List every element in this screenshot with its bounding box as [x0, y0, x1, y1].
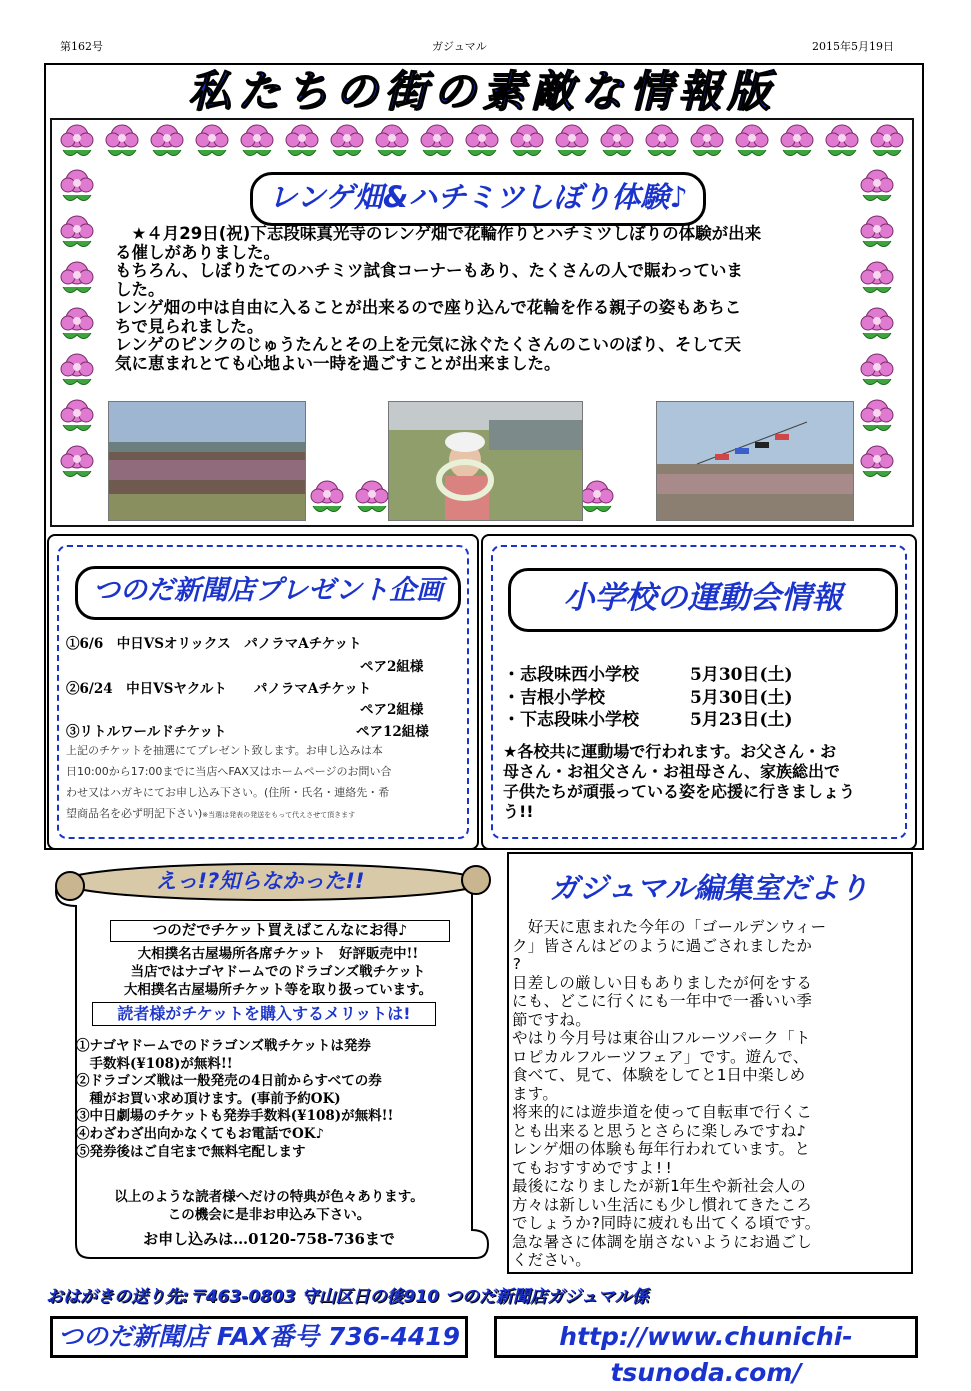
sports-day-note	[503, 742, 903, 822]
flower-icon	[855, 211, 899, 255]
fax-number: つのだ新聞店 FAX番号 736-4419	[50, 1316, 468, 1358]
scroll-banner: えっ!?知らなかった!!	[155, 869, 365, 893]
flower-icon	[550, 120, 594, 164]
editor-line: 急な暑さに体調を崩さないようにお過ごし	[512, 1232, 813, 1251]
flower-icon	[820, 120, 864, 164]
deal-intro-line: 当店ではナゴヤドームでのドラゴンズ戦チケット	[130, 964, 426, 980]
sports-day-note-line: ★各校共に運動場で行われます。お父さん・お	[503, 742, 837, 761]
present-item-1: ①6/6 中日VSオリックス パノラマAチケット	[66, 636, 362, 652]
present-item-2: ②6/24 中日VSヤクルト パノラマAチケット	[66, 681, 372, 697]
website-link[interactable]: http://www.chunichi-tsunoda.com/	[494, 1316, 918, 1358]
school-date: 5月30日(土)	[690, 688, 793, 708]
flower-icon	[145, 120, 189, 164]
present-item-3: ③リトルワールドチケット	[66, 724, 227, 740]
present-note-line: 日10:00から17:00までに当店へFAX又はホームページのお問い合	[66, 765, 392, 778]
present-title: つのだ新聞店プレゼント企画	[75, 566, 461, 620]
main-title: 私たちの街の素敵な情報版	[188, 67, 776, 117]
closing-line: この機会に是非お申込み下さい。	[167, 1207, 371, 1223]
flower-icon	[640, 120, 684, 164]
editor-line: 最後になりましたが新1年生や新社会人の	[512, 1177, 807, 1195]
section1-line: ちで見られました。	[115, 316, 264, 336]
present-item-2-pairs: ペア2組様	[360, 702, 424, 718]
flower-icon	[855, 441, 899, 485]
merit-item: 手数料(¥108)が無料!!	[76, 1055, 233, 1072]
flower-icon	[370, 120, 414, 164]
flower-icon	[855, 349, 899, 393]
editor-line: とも出来ると思うとさらに楽しみですね♪	[512, 1121, 807, 1140]
present-note-small: ※当選は発表の発送をもって代えさせて頂きます	[202, 811, 356, 819]
flower-icon	[685, 120, 729, 164]
section1-line: もちろん、しぼりたてのハチミツ試食コーナーもあり、たくさんの人で賑わっていま	[115, 261, 743, 280]
editor-line: 日差しの厳しい日もありましたが何をする	[512, 973, 813, 992]
flower-icon	[55, 441, 99, 485]
present-note-last	[66, 803, 466, 826]
flower-icon	[100, 120, 144, 164]
merit-title: 読者様がチケットを購入するメリットは!	[92, 1002, 436, 1026]
editor-line: ロピカルフルーツフェア」です。遊んで、	[512, 1047, 809, 1066]
paper-name: ガジュマル	[432, 40, 487, 53]
editor-line: てもおすすめですよ!!	[512, 1158, 674, 1177]
flower-icon	[855, 395, 899, 439]
school-name: ・下志段味小学校	[503, 710, 639, 730]
deal-intro-line: 大相撲名古屋場所チケット等を取り扱っています。	[123, 982, 433, 998]
editor-line: 食べて、見て、体験をしてと1日中楽しめ	[512, 1066, 806, 1084]
deal-intro-line: 大相撲名古屋場所各席チケット 好評販売中!!	[137, 946, 419, 962]
closing-text	[74, 1188, 464, 1224]
section1-line: レンゲ畑の中は自由に入ることが出来るので座り込んで花輪を作る親子の姿もあちこ	[115, 298, 742, 317]
editor-line: にも、どこに行くにも一年中で一番いい季	[512, 992, 813, 1010]
editor-body	[512, 918, 904, 1270]
flower-icon	[55, 303, 99, 347]
flower-icon	[55, 120, 99, 164]
contact-phone: お申し込みは…0120-758-736まで	[143, 1230, 395, 1248]
flower-icon	[595, 120, 639, 164]
flower-icon	[55, 211, 99, 255]
flower-icon	[855, 303, 899, 347]
flower-icon	[865, 120, 909, 164]
present-item-1-pairs: ペア2組様	[360, 659, 424, 675]
present-note-line: 上記のチケットを抽選にてプレゼント致します。お申し込みは本	[66, 744, 383, 757]
flower-icon	[55, 395, 99, 439]
present-note	[66, 740, 466, 826]
merit-item: ①ナゴヤドームでのドラゴンズ戦チケットは発券	[76, 1038, 371, 1054]
editor-line: ます。	[512, 1084, 559, 1103]
flower-icon	[55, 165, 99, 209]
photo-koinobori	[656, 401, 854, 521]
sports-day-note-line: 母さん・お祖父さん・お祖母さん、家族総出で	[503, 762, 840, 781]
flower-icon	[325, 120, 369, 164]
flower-icon	[235, 120, 279, 164]
merit-item: 種がお買い求め頂けます。(事前予約OK)	[76, 1090, 341, 1107]
flower-icon	[730, 120, 774, 164]
flower-icon	[775, 120, 819, 164]
present-item-3-pairs: ペア12組様	[356, 724, 429, 740]
issue-number: 第162号	[60, 40, 103, 53]
editor-line: ?	[512, 955, 522, 973]
flower-icon	[190, 120, 234, 164]
mail-address: おはがきの送り先:〒463-0803 守山区日の後910 つのだ新聞店ガジュマル係	[46, 1287, 649, 1307]
flower-icon	[855, 165, 899, 209]
deal-intro	[84, 945, 472, 999]
section1-line: ★４月29日(祝)下志段味真光寺のレンゲ畑で花輪作りとハチミツしぼりの体験が出来	[115, 224, 762, 243]
deal-box-title: つのだでチケット買えばこんなにお得♪	[110, 920, 450, 942]
issue-date: 2015年5月19日	[812, 40, 894, 53]
flower-icon	[55, 349, 99, 393]
flower-icon	[415, 120, 459, 164]
flower-icon	[460, 120, 504, 164]
editor-line: ク」皆さんはどのように過ごされましたか	[512, 936, 813, 955]
merit-item: ⑤発券後はご自宅まで無料宅配します	[76, 1143, 306, 1160]
present-note-line: 望商品名を必ず明記下さい)	[66, 807, 203, 820]
school-name: ・吉根小学校	[503, 688, 605, 708]
flower-icon	[280, 120, 324, 164]
section1-body	[115, 225, 845, 373]
section1-line: る催しがありました。	[115, 242, 280, 262]
school-date: 5月30日(土)	[690, 665, 793, 685]
editor-line: 好天に恵まれた今年の「ゴールデンウィー	[512, 918, 827, 936]
photo-child-flower-wreath	[388, 401, 583, 521]
flower-icon	[505, 120, 549, 164]
merit-item: ②ドラゴンズ戦は一般発売の4日前からすべての券	[76, 1073, 382, 1090]
sports-day-note-line: 子供たちが頑張っている姿を応援に行きましょう	[503, 782, 856, 801]
photo-renge-field	[108, 401, 306, 521]
editor-line: 方々は新しい生活にも少し慣れてきたころ	[512, 1195, 813, 1214]
editor-line: 節ですね。	[512, 1010, 592, 1029]
section1-line: 気に恵まれとても心地よい一時を過ごすことが出来ました。	[115, 353, 561, 373]
merit-list	[76, 1038, 476, 1161]
flower-icon	[305, 476, 349, 520]
school-name: ・志段味西小学校	[503, 665, 639, 685]
present-note-line: わせ又はハガキにてお申し込み下さい。(住所・氏名・連絡先・希	[66, 786, 390, 799]
merit-item: ④わざわざ出向かなくてもお電話でOK♪	[76, 1125, 325, 1142]
sports-day-title: 小学校の運動会情報	[508, 568, 898, 632]
school-date: 5月23日(土)	[690, 710, 793, 730]
section1-title: レンゲ畑&ハチミツしぼり体験♪	[250, 172, 706, 226]
section1-line: した。	[115, 279, 165, 299]
editor-line: やはり今月号は東谷山フルーツパーク「ト	[512, 1029, 811, 1047]
closing-line: 以上のような読者様へだけの特典が色々あります。	[114, 1189, 424, 1205]
merit-item: ③中日劇場のチケットも発券手数料(¥108)が無料!!	[76, 1108, 394, 1125]
flower-icon	[55, 257, 99, 301]
sports-day-note-line: う!!	[503, 802, 534, 821]
editor-line: でしょうか?同時に疲れも出てくる頃です。	[512, 1214, 821, 1232]
flower-icon	[855, 257, 899, 301]
editor-line: 将来的には遊歩道を使って自転車で行くこ	[512, 1103, 813, 1121]
editor-line: レンゲ畑の体験も毎年行われています。と	[512, 1140, 811, 1158]
editor-title: ガジュマル編集室だより	[549, 871, 869, 905]
section1-line: レンゲのピンクのじゅうたんとその上を元気に泳ぐたくさんのこいのぼり、そして天	[115, 335, 741, 354]
editor-line: ください。	[512, 1251, 592, 1269]
